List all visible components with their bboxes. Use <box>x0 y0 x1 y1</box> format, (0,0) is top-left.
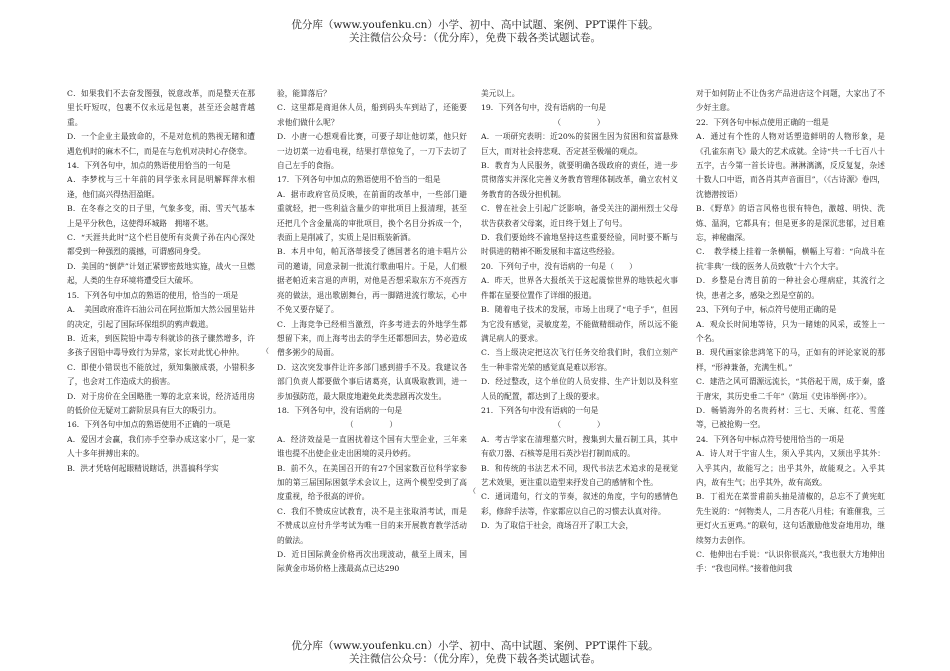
option: A．爱因才会赢，我们亦手空拳办成这家小厂，是一家人十多年拼搏出来的。 <box>67 434 255 459</box>
option: D．这次突发事件让许多部门感到措手不及。我建议各部门负责人都要做个事后诸葛亮，认真吸取教训，进一步加强防范，最大限度地避免此类悲剧再次发生。 <box>277 362 467 401</box>
option: A．观众长时间地等待，只为一睹她的风采，或签上一个名。 <box>696 319 885 343</box>
option: B．《野草》的语言风格也很有特色，激越、明快、洗炼、温润，它都具有；但是更多的是深沉悲郁，过目难忘，神秘幽深。 <box>696 204 885 243</box>
question-stem: 21．下列各句中没有语病的一句是 <box>481 405 599 415</box>
answer-blank: （ ） <box>345 420 399 430</box>
option: D．小唐一心想观看比赛，可要子却让他切菜，他只好一边切菜一边看电视，结果打草惊兔了，一刀下去切了自己左手的食指。 <box>277 132 467 171</box>
header-banner-line2: 关注微信公众号：（优分库），免费下载各类试题试卷。 <box>349 32 601 44</box>
option: C．即使小错误也不能放过，须知集腋成裘，小错积多了，也会对工作造成大的损害。 <box>67 362 255 387</box>
paragraph: 验，能算落后？ <box>277 89 331 98</box>
option: A．一项研究表明：近20%的贫困生因为贫困和贫富悬殊巨大，而对社会持悲观、否定甚至极端的观点。 <box>481 132 678 156</box>
option: A．经济效益是一直困扰着这个国有大型企业，三年来谁也提不出使企业走出困境的灵丹妙药。 <box>277 434 467 459</box>
footer-banner-line1: 优分库（www.youfenku.cn）小学、初中、高中试题、案例、PPT课件下载。 <box>291 640 659 652</box>
option: B．在冬春之交的日子里，气象多变，雨、雪天气基本上是平分秋色，这使得环城路 拥堵不堪。 <box>67 204 255 228</box>
question-stem: 24．下列各句中标点符号使用恰当的一项是 <box>696 434 845 444</box>
text-column-1 <box>67 87 255 627</box>
question-stem: 22．下列各句中标点使用正确的一组是 <box>696 117 829 127</box>
margin-mark: （ <box>262 347 269 355</box>
option: B．前不久，在美国召开的有27个国家数百位科学家参加的第三届国际困氨学术会议上，这两个模型受到了高度重视，给予很高的评价。 <box>277 463 467 502</box>
answer-blank: （ ） <box>553 117 606 127</box>
option: A．李梦枕与三十年前的同学张永同昆明解晖萍水相逢，他们高兴得热泪盈眶。 <box>67 175 255 199</box>
option: C． 教学楼上挂着一条横幅，横幅上写着：“向战斗在抗‘非典’一线的医务人员致敬”十六个大字。 <box>696 247 885 271</box>
paragraph: 美元以上。 <box>481 89 520 98</box>
paragraph: D．一个企业主最致命的，不是对危机的熟视无睹和遭遇危机时的麻木不仁，而是在与危机对决时心存侥幸。 <box>67 132 255 156</box>
question-stem: 20．下列句子中，没有语病的一句是（ ） <box>481 261 637 271</box>
option: C．上海竞争已经相当激烈，许多考进去的外地学生都想留下来，而上海考出去的学生还都想回去，势必造成僧多粥少的局面。 <box>277 319 467 358</box>
option: C．这里都是商退休人员，船到码头车到站了，还能要求他们做什么呢？ <box>277 103 467 127</box>
option: A．昨天，世界各大报纸关于这起震惊世界的地铁起火事件都在显要位置作了详细的报道。 <box>481 276 678 300</box>
option: A．诗人对于宇宙人生，须入乎其内，又须出乎其外：入乎其内，故能写之；出乎其外，故能观之。入乎其内，故有生气；出乎其外，故有高致。 <box>696 449 885 487</box>
question-stem: 14．下列各句中，加点的熟语使用恰当的一句是 <box>67 161 231 171</box>
option: B．教育为人民服务，就要明确各级政府的责任，进一步贯彻落实并深化完善义务教育管理体制改革，确立农村义务教育的各级分担机制。 <box>481 161 678 199</box>
option: D．近日国际黄金价格再次出现波动，截至上周末，国际黄金市场价格上涨最高点已达290 <box>277 550 467 574</box>
option: A．通过有个性的人物对话塑造鲜明的人物形象，是《孔雀东南飞》最大的艺术成就。全诗“共一千七百八十五字，古今第一首长诗也。淋淋漓漓，反反复复，杂述十数人口中语，而各肖其声音面目”，（《古诗源》卷四，沈德潜按语） <box>696 132 885 199</box>
question-stem: 15．下列各句中加点的熟语的使用，恰当的一项是 <box>67 290 239 300</box>
option: C．我们不赞成应试教育，决不是主张取消考试，而是不赞成以应付升学考试为唯一目的来开展教育教学活动的做法。 <box>277 506 467 545</box>
text-column-2 <box>277 87 467 627</box>
margin-mark: （ <box>469 487 476 495</box>
header-banner-line1: 优分库（www.youfenku.cn）小学、初中、高中试题、案例、PPT课件下载。 <box>291 19 659 31</box>
question-stem: 16．下列各句中加点的熟语使用不正确的一项是 <box>67 420 231 430</box>
option: C．当上级决定把这次飞行任务交给我们时，我们立刻产生一种非常光荣的感觉真是难以形容。 <box>481 348 678 372</box>
option: D．畅销海外的名贵药材：三七、天麻、红花、雪莲等，已被抢购一空。 <box>696 405 885 430</box>
option: B．洪才凭啥何起眼精说瞎话，洪喜搞科学实 <box>67 463 219 473</box>
option: D．为了取信于社会，商场召开了职工大会， <box>481 521 634 531</box>
option: C．“天涯共此时”这个栏目使所有炎黄子孙在内心深处都受到一种强烈的震撼，可谓感同身受。 <box>67 233 255 257</box>
option: D．乡整是台湾目前的一种社会心理病症，其流行之快，患者之多，感染之烈是空前的。 <box>696 276 885 300</box>
option: A． 美国政府准许石油公司在阿拉斯加大然公园里钻井的决定，引起了国际环保组织的鸦声载道。 <box>67 305 255 329</box>
paragraph: 对于如何防止不让伪劣产品进店这个问题，大家出了不少好主意。 <box>696 89 885 113</box>
option: B．近来，到医院铅中毒专科就诊的孩子骤然增多，许多孩子因铅中毒导致行为异常，家长对此忧心仲仲。 <box>67 333 255 358</box>
paragraph: C．如果我们不去奋发图强，锐意改革，而是整天在那里长吁短叹，包裹不仅永远是包裹，甚至还会越背越重。 <box>67 89 255 127</box>
option: C．通词遣句，行文的节奏，叙述的角度，字句的感情色彩，修辞手法等，作家都应以自己的习惯去认真对待。 <box>481 492 678 516</box>
option: A．据市政府官员反映，在前面的改革中，一些部门避重就轻，把一些利益含量少的审批项目上报清理，甚至还把几个含金量高的审批项目，换个名目分拆成一个，表面上是削减了，实质上是旧瓶装新酒。 <box>277 189 467 243</box>
option: C．建浩之风可谓源远流长，“其俗起于周，成于秦，盛于唐宋，其历史垂二千年”（陈垣《史讳举例·序》）。 <box>696 377 885 401</box>
question-stem: 17．下列各句中加点的熟语使用不恰当的一组是 <box>277 175 441 185</box>
option: B．随着电子技术的发展，市场上出现了“电子手”，但因为它没有感觉，灵敏度差，不能做精细动作，所以远不能满足病人的要求。 <box>481 305 678 343</box>
option: B．和传统的书法艺术不同，现代书法艺术追求的是视觉艺术效果，更注重以造型来抒发自己的感情和个性。 <box>481 463 678 487</box>
text-column-3 <box>481 87 678 627</box>
text-column-4 <box>696 87 885 627</box>
option: D．经过整改，这个单位的人员安排、生产计划以及科室人员的配置，都达到了上级的要求。 <box>481 377 678 401</box>
option: D．美国的“倒萨”计划正紧锣密鼓地实施，战火一旦燃起，人类的生存环境将遭受巨大破坏。 <box>67 261 255 286</box>
option: B．现代画家徐悲鸿笔下的马，正如有的评论家说的那样，“形神兼备，充满生机。” <box>696 348 885 372</box>
option: A．考古学家在清理墓穴时，搜集到大量石制工具，其中有砍刀器、石核等是用石英沙岩打制而成的。 <box>481 434 678 459</box>
option: D．对于房价在全国略胜一筹的北京来说，经济适用房的低价位无疑对工薪阶层具有巨大的吸引力。 <box>67 391 255 415</box>
question-stem: 18．下列各句中，没有语病的一句是 <box>277 405 403 415</box>
option: B．本月中旬，帕瓦洛蒂接受了德国著名的迪卡唱片公司的邀请，同意录制一批流行歌曲唱片。于是，人们根据老帕近来言退的声明，对他是否想采取东方不亮西方亮的做法，退出歌剧舞台，再一脚踏进流行歌坛，心中不免又要存疑了。 <box>277 247 467 315</box>
header-banner <box>0 19 950 45</box>
question-stem: 19．下列各句中，没有语病的一句是 <box>481 103 607 113</box>
option: D．我们要始终不渝地坚持这些重要经验，同时要不断与时俱进的精神不断发展和丰富这些经验。 <box>481 233 678 257</box>
option: C．曾在社会上引起广泛影响，备受关注的湖州烈士父母状告获救者父母案，近日终于划上了句号。 <box>481 204 678 228</box>
option: B．丁祖光在菜誉甫前头抽是清椒的，总忘不了黄宪虹先生说的：“何物类人，二月杏花八月桂；有谁催我，三更灯火五更鸡。”的联句，这句话激励他发奋地用功，继续努力去创作。 <box>696 492 885 545</box>
answer-blank: （ ） <box>553 420 606 430</box>
footer-banner <box>0 640 950 666</box>
question-stem: 23、下列句子中，标点符号使用正确的是 <box>696 305 837 315</box>
footer-banner-line2: 关注微信公众号：（优分库），免费下载各类试题试卷。 <box>349 653 601 665</box>
option: C．他伸出右手说：“认识你很高兴，”我也很大方地伸出手：“我也同样。”接着他问我 <box>696 550 885 574</box>
